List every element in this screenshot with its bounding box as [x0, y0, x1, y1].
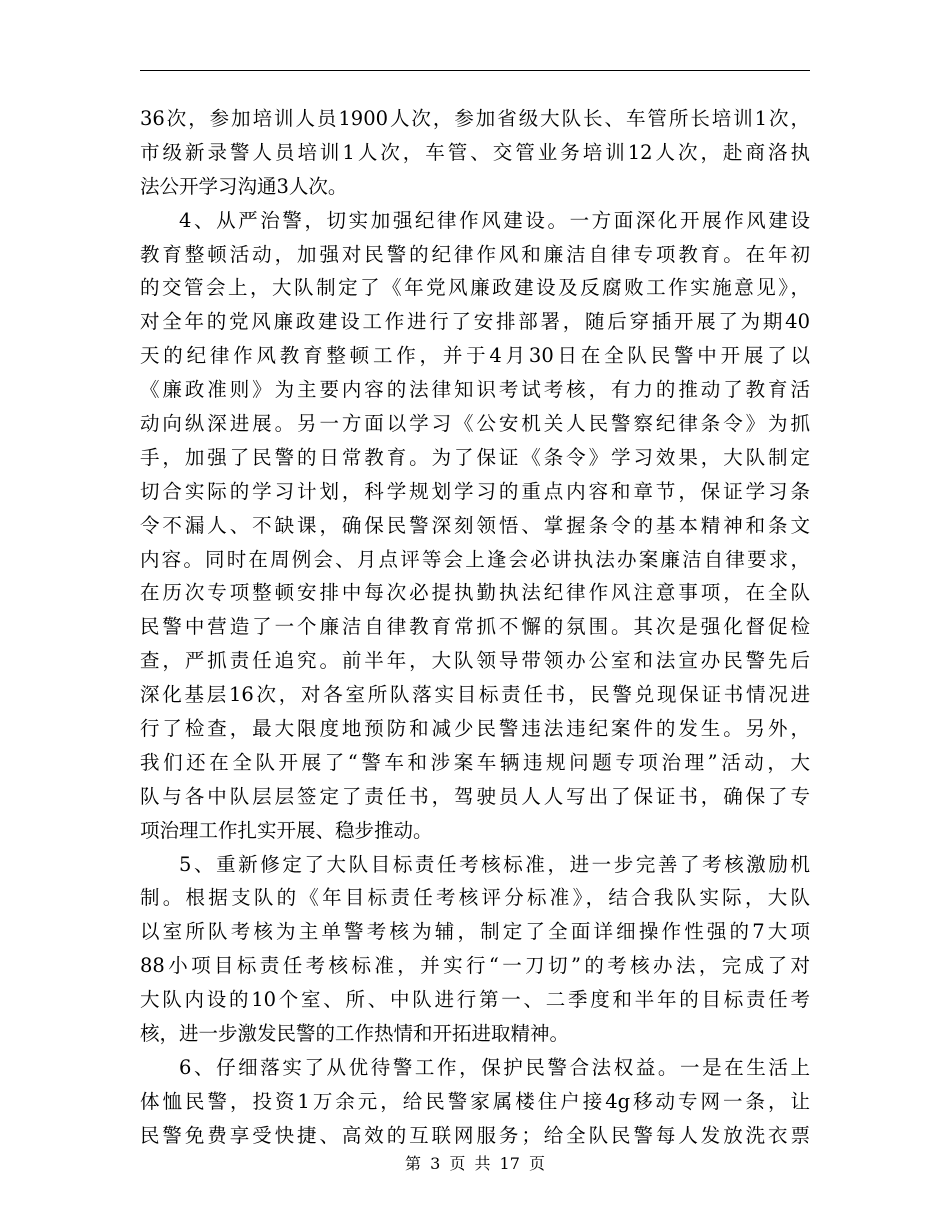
text-line: 制。根据支队的《年目标责任考核评分标准》，结合我队实际，大队: [140, 886, 810, 910]
text-line: 以室所队考核为主单警考核为辅，制定了全面详细操作性强的7大项: [140, 920, 810, 944]
text-line: 《廉政准则》为主要内容的法律知识考试考核，有力的推动了教育活: [140, 378, 810, 402]
text-line: 民警免费享受快捷、高效的互联网服务；给全队民警每人发放洗衣票: [140, 1123, 810, 1147]
paragraph-welfare: [140, 1051, 810, 1153]
text-line: 体恤民警，投资1万余元，给民警家属楼住户接4g移动专网一条，让: [140, 1089, 810, 1113]
text-line: 内容。同时在周例会、月点评等会上逢会必讲执法办案廉洁自律要求，: [140, 547, 810, 571]
text-line: 的交管会上，大队制定了《年党风廉政建设及反腐败工作实施意见》，: [140, 276, 810, 300]
paragraph-training: [140, 102, 810, 204]
header-rule: [140, 70, 810, 71]
text-line: 在历次专项整顿安排中每次必提执勤执法纪律作风注意事项，在全队: [140, 581, 810, 605]
text-line: 法公开学习沟通3人次。: [140, 174, 348, 198]
text-line: 对全年的党风廉政建设工作进行了安排部署，随后穿插开展了为期40: [140, 310, 810, 334]
text-line: 项治理工作扎实开展、稳步推动。: [140, 818, 433, 842]
text-line: 动向纵深进展。另一方面以学习《公安机关人民警察纪律条令》为抓: [140, 412, 810, 436]
text-line: 核，进一步激发民警的工作热情和开拓进取精神。: [140, 1022, 570, 1046]
text-line: 教育整顿活动，加强对民警的纪律作风和廉洁自律专项教育。在年初: [140, 242, 810, 266]
text-line: 天的纪律作风教育整顿工作，并于4月30日在全队民警中开展了以: [140, 344, 810, 368]
text-line: 6、仔细落实了从优待警工作，保护民警合法权益。一是在生活上: [179, 1055, 810, 1079]
page-number: 第 3 页 共 17 页: [405, 1154, 545, 1173]
text-line: 5、重新修定了大队目标责任考核标准，进一步完善了考核激励机: [179, 852, 810, 876]
document-body: [140, 102, 810, 1153]
text-line: 行了检查，最大限度地预防和减少民警违法违纪案件的发生。另外，: [140, 717, 810, 741]
text-line: 大队内设的10个室、所、中队进行第一、二季度和半年的目标责任考: [140, 988, 810, 1012]
text-line: 手，加强了民警的日常教育。为了保证《条令》学习效果，大队制定: [140, 445, 810, 469]
text-line: 查，严抓责任追究。前半年，大队领导带领办公室和法宣办民警先后: [140, 649, 810, 673]
paragraph-assessment: [140, 848, 810, 1051]
text-line: 令不漏人、不缺课，确保民警深刻领悟、掌握条令的基本精神和条文: [140, 513, 810, 537]
text-line: 深化基层16次，对各室所队落实目标责任书，民警兑现保证书情况进: [140, 683, 810, 707]
text-line: 民警中营造了一个廉洁自律教育常抓不懈的氛围。其次是强化督促检: [140, 615, 810, 639]
text-line: 88小项目标责任考核标准，并实行“一刀切”的考核办法，完成了对: [140, 954, 810, 978]
text-line: 切合实际的学习计划，科学规划学习的重点内容和章节，保证学习条: [140, 479, 810, 503]
text-line: 36次，参加培训人员1900人次，参加省级大队长、车管所长培训1次，: [140, 107, 810, 130]
text-line: 市级新录警人员培训1人次，车管、交管业务培训12人次，赴商洛执: [140, 140, 810, 164]
text-line: 我们还在全队开展了“警车和涉案车辆违规问题专项治理”活动，大: [140, 750, 810, 774]
paragraph-discipline: [140, 204, 810, 848]
text-line: 队与各中队层层签定了责任书，驾驶员人人写出了保证书，确保了专: [140, 784, 810, 808]
page-footer: [0, 1153, 950, 1175]
text-line: 4、从严治警，切实加强纪律作风建设。一方面深化开展作风建设: [179, 208, 810, 232]
